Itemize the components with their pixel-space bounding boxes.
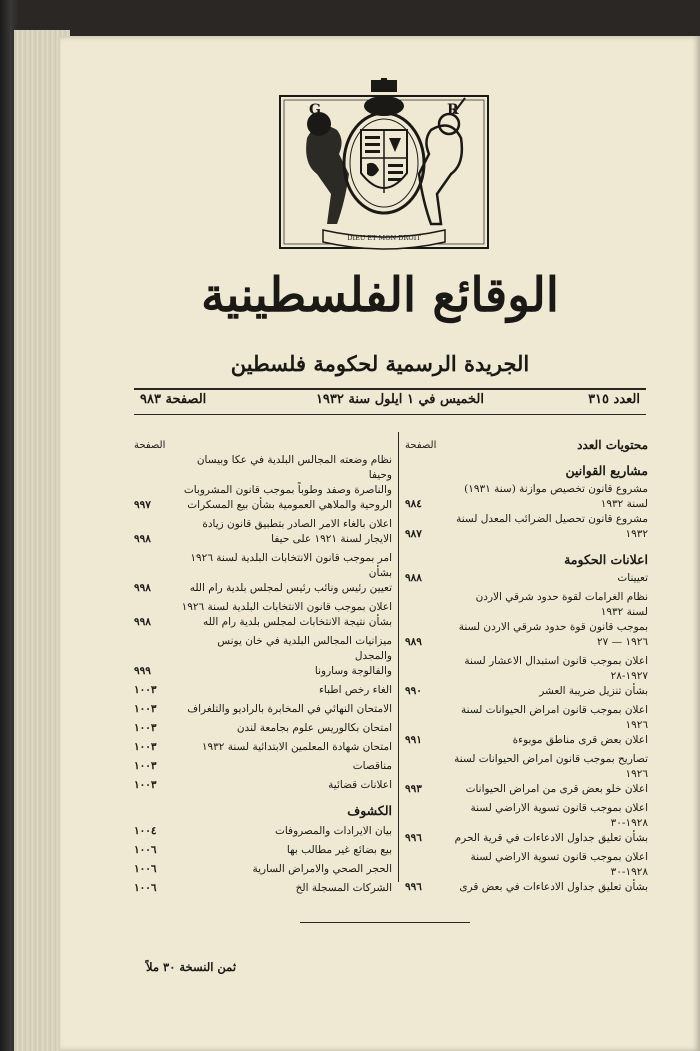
section-heading-bills: مشاريع القوانين: [565, 463, 648, 478]
gazette-subtitle: الجريدة الرسمية لحكومة فلسطين: [230, 351, 530, 376]
list-item: امتحان شهادة المعلمين الابتدائية لسنة ١٩٣٢ ١٠٠٣: [134, 741, 392, 753]
list-item: امر بموجب قانون الانتخابات البلدية لسنة ١٩٢٦ بشأن: [190, 552, 392, 579]
seal-cipher-right: R: [447, 102, 459, 118]
list-item: اعلان بموجب قانون الانتخابات البلدية لسنة ١٩٢٦: [181, 601, 392, 613]
list-item: الشركات المسجلة الخ ١٠٠٦: [134, 882, 392, 894]
list-item: بموجب قانون قوة حدود شرقي الاردن لسنة: [458, 621, 648, 633]
list-item: والناصرة وصفد وطوباً بموجب قانون المشروبات: [183, 484, 392, 496]
list-item: اعلان بموجب قانون امراض الحيوانات لسنة ١٩٢٦: [460, 704, 648, 731]
list-item: الايجار لسنة ١٩٢١ على حيفا ٩٩٨: [134, 533, 392, 545]
issue-page: الصفحة ٩٨٣: [140, 392, 207, 407]
list-item: نظام الغرامات لقوة حدود شرقي الاردن لسنة ١٩٣٢: [475, 591, 648, 618]
issue-number: العدد ٣١٥: [588, 392, 640, 407]
seal-cipher-left: G: [309, 102, 321, 118]
list-item: اعلانات قضائية ١٠٠٣: [134, 779, 392, 791]
header-rule-top: [134, 388, 646, 390]
bottom-rule: [300, 922, 470, 923]
list-item: اعلان بالغاء الامر الصادر بتطبيق قانون زيادة: [202, 518, 392, 530]
contents-right-column: [405, 438, 648, 895]
list-item: نظام وضعته المجالس البلدية في عكا وبيسان وحيفا: [196, 454, 392, 481]
list-item: اعلان خلو بعض قرى من امراض الحيوانات ٩٩٣: [405, 783, 648, 795]
list-item: الامتحان النهائي في المخابرة بالراديو والتلغراف ١٠٠٣: [134, 703, 392, 715]
coat-of-arms-icon: [279, 78, 489, 256]
list-item: اعلان بموجب قانون تسوية الاراضي لسنة ١٩٢٨-٣٠: [470, 802, 648, 829]
header-rule-bottom: [134, 414, 646, 415]
issue-date: الخميس في ١ ايلول سنة ١٩٣٢: [315, 392, 484, 407]
page-column-label-left: الصفحة: [134, 440, 166, 451]
list-item: الحجر الصحي والامراض السارية ١٠٠٦: [134, 863, 392, 875]
page-column-label: الصفحة: [405, 440, 437, 451]
list-item: اعلان بموجب قانون استبدال الاعشار لسنة ١٩٢٧-٢٨: [464, 655, 648, 682]
list-item: بشأن تعليق جداول الادعاءات في بعض قرى ٩٩٦: [405, 881, 648, 893]
section-heading-statements: الكشوف: [347, 803, 392, 818]
contents-header: [405, 438, 648, 453]
list-item: بشأن تنزيل ضريبة العشر ٩٩٠: [405, 685, 648, 697]
list-item: بيع بضائع غير مطالب بها ١٠٠٦: [134, 844, 392, 856]
gazette-page: [60, 36, 700, 1051]
list-item: تصاريح بموجب قانون امراض الحيوانات لسنة ١٩٢٦: [454, 753, 648, 780]
column-divider: [398, 432, 399, 882]
list-item: مشروع قانون تحصيل الضرائب المعدل لسنة ١٩٣٢ ٩٨٧: [405, 513, 648, 540]
section-heading-government-notices: اعلانات الحكومة: [564, 552, 648, 567]
list-item: مناقصات ١٠٠٣: [134, 760, 392, 772]
list-item: اعلان بعض قرى مناطق موبوءة ٩٩١: [405, 734, 648, 746]
list-item: تعيين رئيس ونائب رئيس لمجلس بلدية رام الله ٩٩٨: [134, 582, 392, 594]
list-item: الغاء رخص اطباء ١٠٠٣: [134, 684, 392, 696]
seal-motto: DIEU ET MON DROIT: [347, 234, 421, 242]
list-item: امتحان بكالوريس علوم بجامعة لندن ١٠٠٣: [134, 722, 392, 734]
list-item: لسنة ١٩٣٢ ٩٨٤: [405, 498, 648, 510]
list-item: تعيينات ٩٨٨: [405, 572, 648, 584]
contents-left-column: [134, 438, 392, 896]
gazette-title: الوقائع الفلسطينية: [201, 268, 559, 323]
list-item: والفالوجة وسارونا ٩٩٩: [134, 665, 392, 677]
contents-title: محتويات العدد: [577, 438, 648, 452]
list-item: ١٩٢٦ — ٢٧ ٩٨٩: [405, 636, 648, 648]
list-item: ميزانيات المجالس البلدية في خان يونس والمجدل: [217, 635, 392, 662]
list-item: مشروع قانون تخصيص موازنة (سنة ١٩٣١): [464, 483, 648, 495]
list-item: بيان الايرادات والمصروفات ١٠٠٤: [134, 825, 392, 837]
list-item: بشأن تعليق جداول الادعاءات في قرية الحرم ٩٩٦: [405, 832, 648, 844]
list-item: اعلان بموجب قانون تسوية الاراضي لسنة ١٩٢٨-٣٠: [470, 851, 648, 878]
issue-line: [136, 392, 644, 412]
list-item: الروحية والملاهي العمومية بشأن بيع المسكرات ٩٩٧: [134, 499, 392, 511]
issue-price: ثمن النسخة ٣٠ ملاً: [146, 960, 237, 974]
list-item: بشأن نتيجة الانتخابات لمجلس بلدية رام الله ٩٩٨: [134, 616, 392, 628]
